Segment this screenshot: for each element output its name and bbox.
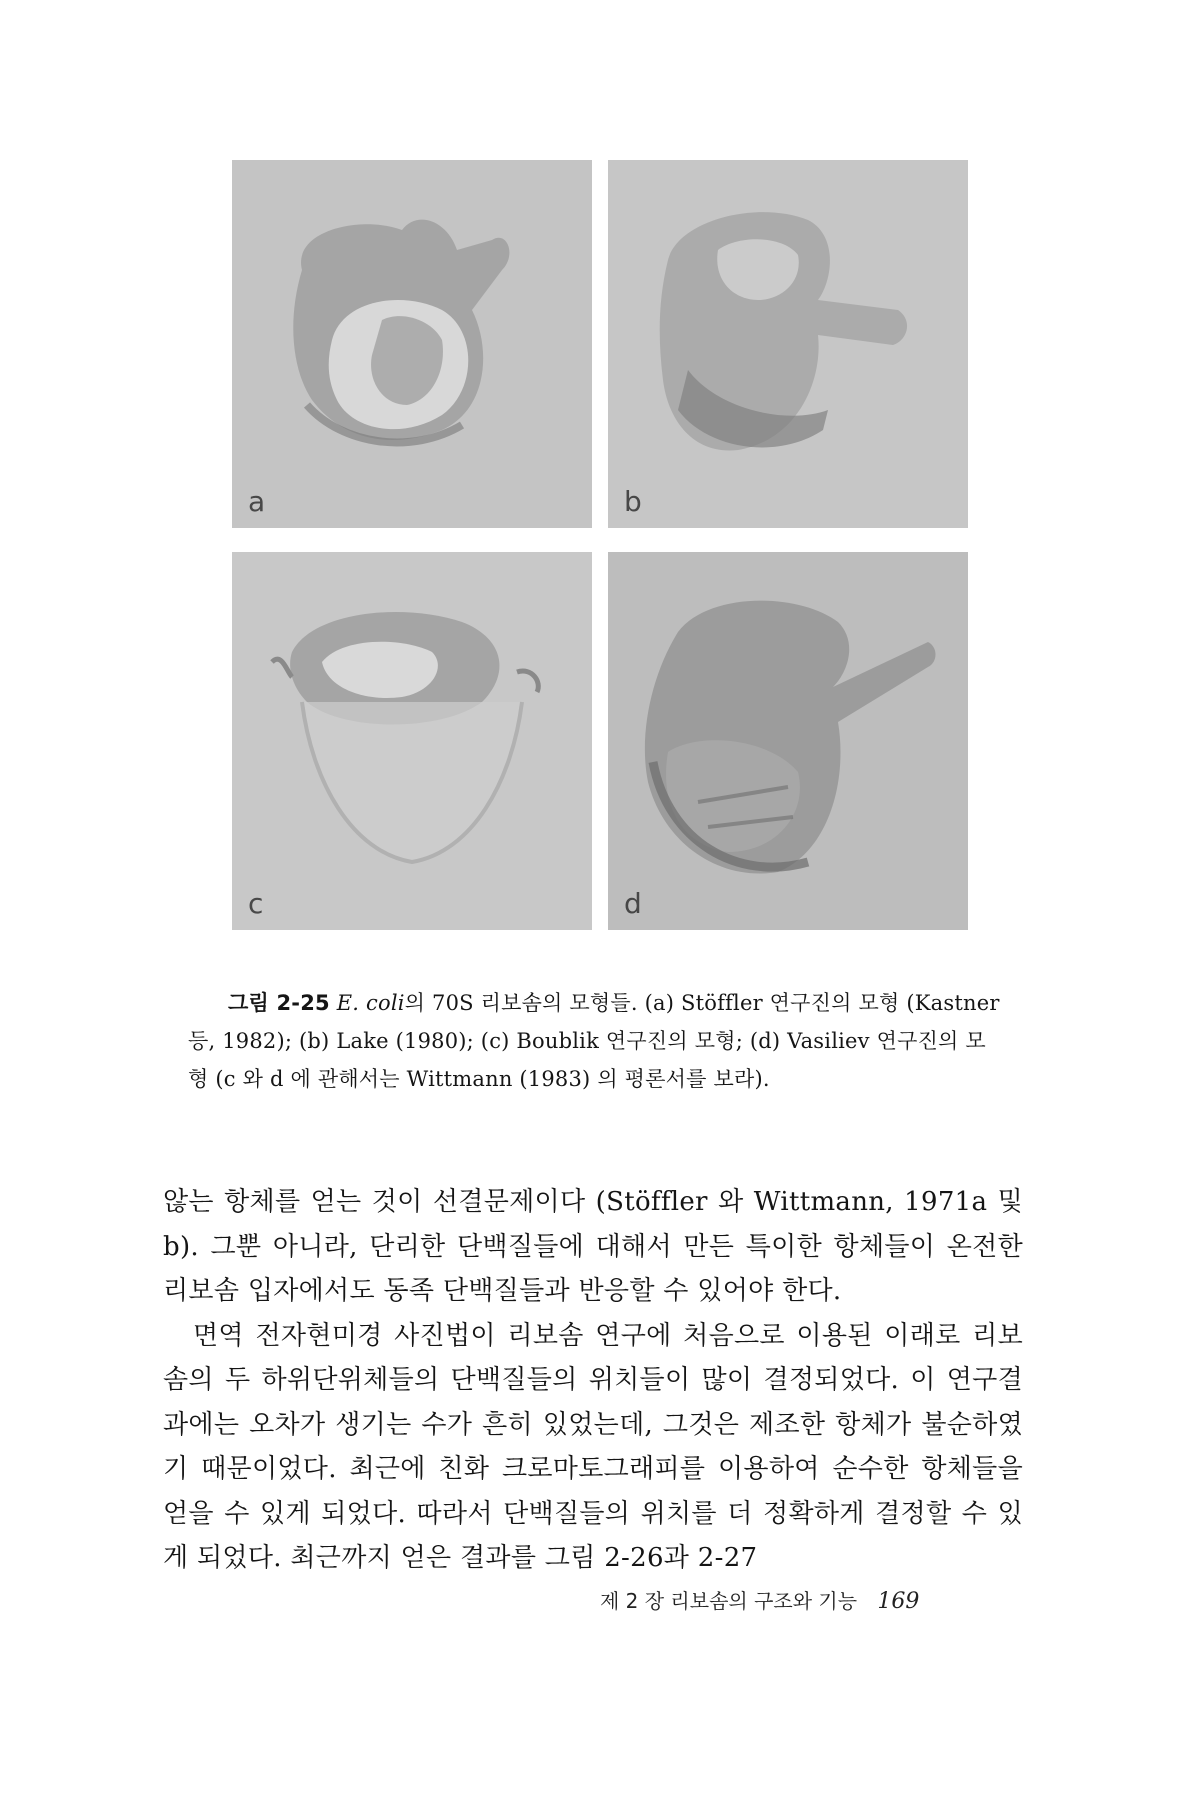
figure-number: 그림 2-25	[228, 991, 330, 1015]
page-number: 169	[877, 1589, 920, 1614]
caption-species: E. coli	[336, 991, 405, 1015]
panel-label-d: d	[624, 887, 642, 920]
ribosome-model-a-image	[232, 160, 592, 528]
figure-panel-d	[608, 552, 968, 930]
caption-text: 의 70S 리보솜의 모형들. (a) Stöffler 연구진의 모형 (Kastner 등, 1982); (b) Lake (1980); (c) Boublik 연구진의 모형; (d) Vasiliev 연구진의 모형 (c 와 d 에 관해서는 Wittmann (1983) 의 평론서를 보라).	[188, 991, 1000, 1091]
paragraph: 않는 항체를 얻는 것이 선결문제이다 (Stöffler 와 Wittmann, 1971a 및 b). 그뿐 아니라, 단리한 단백질들에 대해서 만든 특이한 항체들이 온전한 리보솜 입자에서도 동족 단백질들과 반응할 수 있어야 한다.	[163, 1187, 1023, 1306]
page-footer	[600, 1585, 1000, 1614]
ribosome-model-figure	[232, 160, 968, 946]
figure-panel-c	[232, 552, 592, 930]
ribosome-model-b-image	[608, 160, 968, 528]
figure-panel-b	[608, 160, 968, 528]
panel-label-c: c	[248, 887, 264, 920]
figure-panel-a	[232, 160, 592, 528]
figure-caption	[188, 984, 1000, 1098]
body-text	[163, 1180, 1023, 1581]
chapter-title: 제 2 장 리보솜의 구조와 기능	[600, 1589, 858, 1613]
panel-label-b: b	[624, 485, 642, 518]
ribosome-model-c-image	[232, 552, 592, 930]
panel-label-a: a	[248, 485, 266, 518]
paragraph: 면역 전자현미경 사진법이 리보솜 연구에 처음으로 이용된 이래로 리보솜의 두 하위단위체들의 단백질들의 위치들이 많이 결정되었다. 이 연구결과에는 오차가 생기는 수가 흔히 있었는데, 그것은 제조한 항체가 불순하였기 때문이었다. 최근에 친화 크로마토그래피를 이용하여 순수한 항체들을 얻을 수 있게 되었다. 따라서 단백질들의 위치를 더 정확하게 결정할 수 있게 되었다. 최근까지 얻은 결과를 그림 2-26과 2-27	[163, 1320, 1023, 1573]
ribosome-model-d-image	[608, 552, 968, 930]
